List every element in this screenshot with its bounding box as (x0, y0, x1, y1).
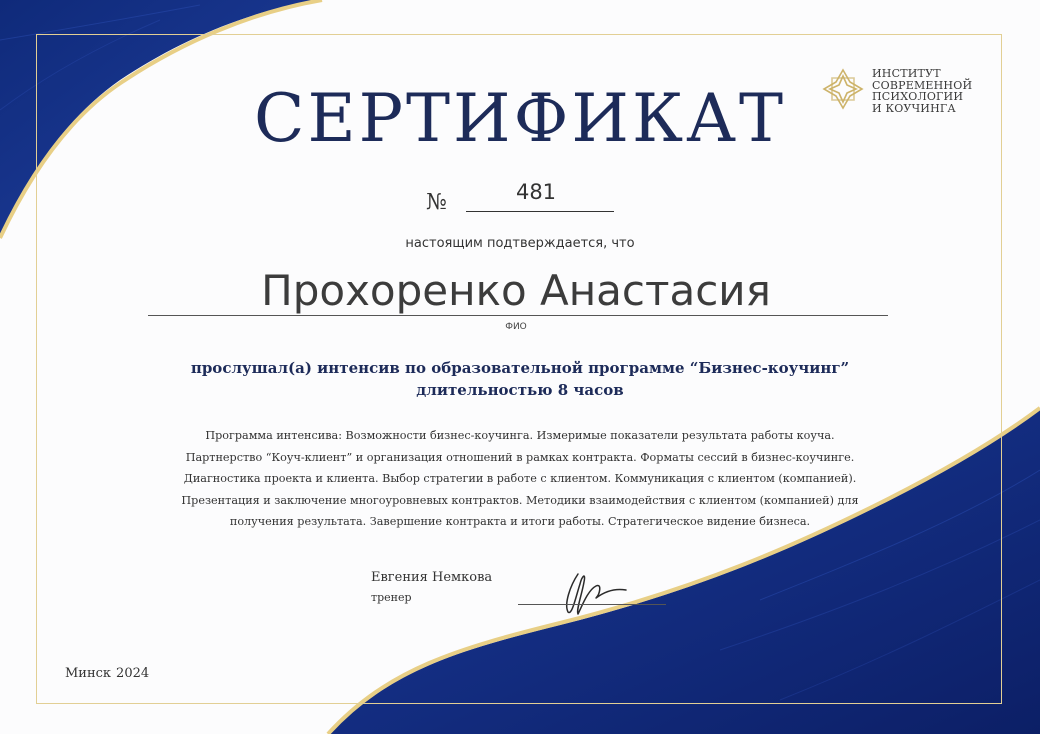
logo-line: И КОУЧИНГА (872, 101, 956, 115)
number-underline (466, 211, 614, 212)
issue-year: 2024 (116, 666, 150, 681)
program-line: длительностью 8 часов (416, 381, 624, 399)
signer-name: Евгения Немкова (371, 570, 493, 585)
name-underline (148, 315, 888, 316)
name-caption: ФИО (505, 322, 527, 332)
confirmation-text: настоящим подтверждается, что (405, 236, 635, 251)
description-line: Презентация и заключение многоуровневых контрактов. Методики взаимодействия с клиентом (компанией) для (181, 493, 859, 507)
logo-line: СОВРЕМЕННОЙ (872, 78, 973, 92)
issue-place-date (65, 666, 154, 681)
certificate-title: СЕРТИФИКАТ (253, 80, 787, 157)
signer-role: тренер (371, 591, 412, 604)
program-description (0, 425, 1040, 533)
description-line: получения результата. Завершение контракта и итоги работы. Стратегическое видение бизнеса. (229, 515, 811, 528)
program-line: прослушал(а) интенсив по образовательной программе “Бизнес-коучинг” (190, 359, 850, 377)
issue-city: Минск (65, 666, 112, 681)
signature-line (518, 604, 666, 605)
description-line: Партнерство “Коуч-клиент” и организация отношений в рамках контракта. Форматы сессий в бизнес-коучинге. (185, 450, 855, 464)
signature (556, 566, 636, 618)
program-statement (0, 357, 1040, 401)
certificate-number: 481 (515, 180, 557, 204)
description-line: Программа интенсива: Возможности бизнес-коучинга. Измеримые показатели результата работы коуча. (205, 429, 835, 442)
description-line: Диагностика проекта и клиента. Выбор стратегии в работе с клиентом. Коммуникация с клиентом (компанией). (183, 472, 857, 485)
number-label: № (426, 190, 447, 215)
logo-line: ИНСТИТУТ (872, 67, 941, 80)
recipient-name: Прохоренко Анастасия (261, 266, 771, 315)
logo-line: ПСИХОЛОГИИ (872, 90, 964, 103)
